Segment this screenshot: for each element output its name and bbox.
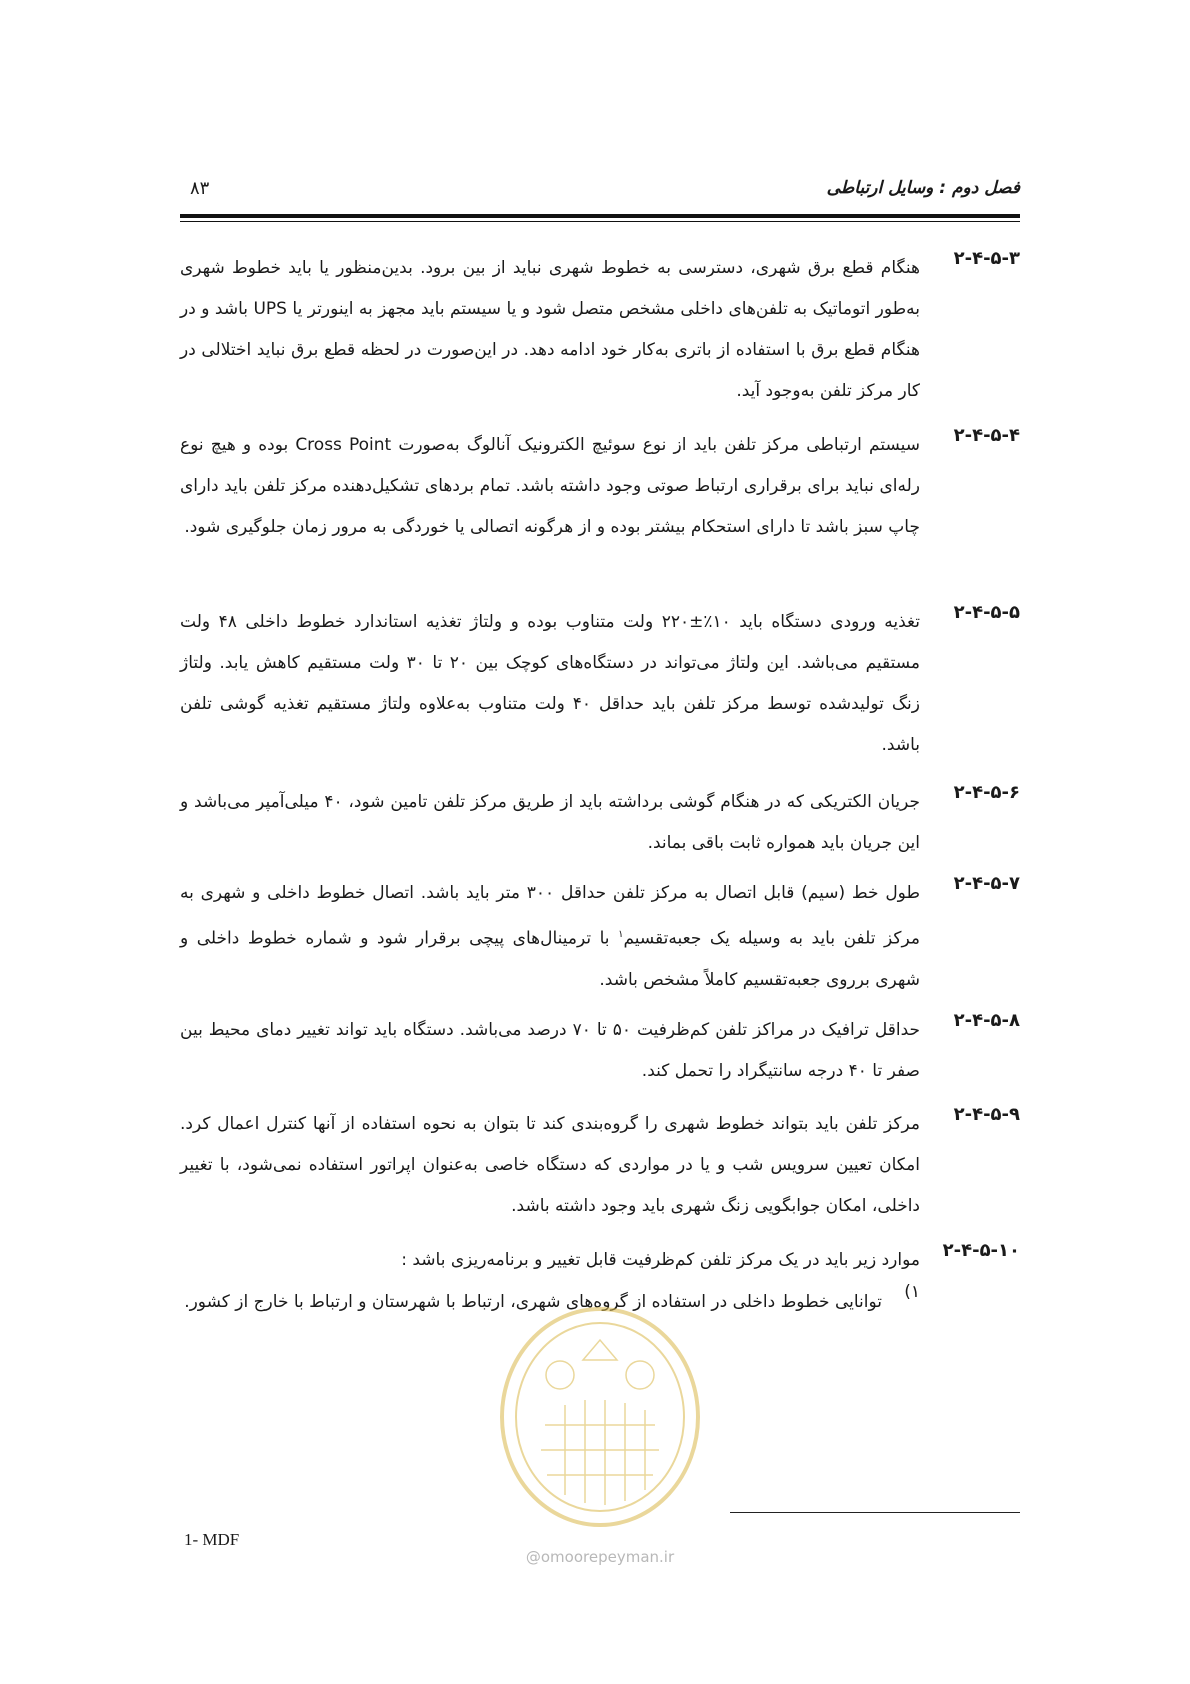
section-text: جریان الکتریکی که در هنگام گوشی برداشته باید از طریق مرکز تلفن تامین شود، ۴۰ میلی‌آمپر می‌باشد و این جریان باید همواره ثابت باقی بماند. xyxy=(180,792,920,853)
list-item-text: توانایی خطوط داخلی در استفاده از گروه‌های شهری، ارتباط با شهرستان و ارتباط با خارج از کشور. xyxy=(184,1292,882,1312)
footnote-rule xyxy=(730,1512,1020,1513)
header-rule-thin xyxy=(180,221,1020,222)
section-text: سیستم ارتباطی مرکز تلفن باید از نوع سوئیچ الکترونیک آنالوگ به‌صورت Cross Point بوده و هیچ نوع رله‌ای نباید برای برقراری ارتباط صوتی وجود داشته باشد. تمام بردهای تشکیل‌دهنده مرکز تلفن باید دارای چاپ سبز باشد تا دارای استحکام بیشتر بوده و از هرگونه اتصالی یا خوردگی به مرور زمان جلوگیری شود. xyxy=(180,435,920,537)
chapter-title: فصل دوم : وسایل ارتباطی xyxy=(826,178,1020,198)
page-header xyxy=(180,178,1020,208)
section-text: موارد زیر باید در یک مرکز تلفن کم‌ظرفیت قابل تغییر و برنامه‌ریزی باشد : xyxy=(401,1250,920,1270)
section-2-4-5-7 xyxy=(180,873,1020,1001)
section-number: ۲-۴-۵-۴ xyxy=(953,425,1020,446)
section-text xyxy=(180,873,920,1001)
section-number: ۲-۴-۵-۶ xyxy=(953,782,1020,803)
footnote-reference: ۱ xyxy=(618,929,624,940)
page-number: ۸۳ xyxy=(190,178,210,199)
section-number: ۲-۴-۵-۸ xyxy=(953,1010,1020,1031)
section-number: ۲-۴-۵-۵ xyxy=(953,602,1020,623)
footnote: 1- MDF xyxy=(184,1530,240,1549)
section-2-4-5-4 xyxy=(180,425,1020,548)
section-2-4-5-8 xyxy=(180,1010,1020,1092)
section-text: مرکز تلفن باید بتواند خطوط شهری را گروه‌بندی کند تا بتوان به نحوه استفاده از آنها کنترل اعمال کرد. امکان تعیین سرویس شب و یا در مواردی که دستگاه خاصی به‌عنوان اپراتور استفاده نمی‌شود، با تغییر داخلی، امکان جوابگویی زنگ شهری باید وجود داشته باشد. xyxy=(180,1114,920,1216)
section-text-part: با ترمینال‌های پیچی برقرار شود و شماره خطوط داخلی و شهری برروی جعبه‌تقسیم کاملاً مشخص باشد. xyxy=(180,928,920,990)
section-text-part: طول خط (سیم) قابل اتصال به مرکز تلفن حداقل ۳۰۰ متر باید باشد. اتصال خطوط داخلی و شهری به مرکز تلفن باید به وسیله یک جعبه‌تقسیم xyxy=(180,883,920,949)
section-text: هنگام قطع برق شهری، دسترسی به خطوط شهری نباید از بین برود. بدین‌منظور یا باید خطوط شهری به‌طور اتوماتیک به تلفن‌های داخلی مشخص متصل شود و یا سیستم باید مجهز به اینورتر یا UPS باشد و در هنگام قطع برق با استفاده از باتری به‌کار خود ادامه دهد. در این‌صورت در لحظه قطع برق نباید اختلالی در کار مرکز تلفن به‌وجود آید. xyxy=(180,258,921,401)
section-number: ۲-۴-۵-۱۰ xyxy=(942,1240,1020,1261)
section-number: ۲-۴-۵-۳ xyxy=(953,248,1020,269)
section-2-4-5-10 xyxy=(180,1240,1020,1281)
section-number: ۲-۴-۵-۹ xyxy=(953,1104,1020,1125)
section-text: حداقل ترافیک در مراکز تلفن کم‌ظرفیت ۵۰ تا ۷۰ درصد می‌باشد. دستگاه باید تواند تغییر دمای محیط بین صفر تا ۴۰ درجه سانتیگراد را تحمل کند. xyxy=(180,1020,921,1081)
section-2-4-5-6 xyxy=(180,782,1020,864)
watermark-text: @omoorepeyman.ir xyxy=(525,1548,675,1566)
omoorepeyman-seal-icon xyxy=(495,1305,705,1535)
section-number: ۲-۴-۵-۷ xyxy=(953,873,1020,894)
list-item-marker: ۱) xyxy=(904,1282,920,1302)
section-2-4-5-9 xyxy=(180,1104,1020,1227)
section-text: تغذیه ورودی دستگاه باید ۱۰٪±۲۲۰ ولت متناوب بوده و ولتاژ تغذیه استاندارد خطوط داخلی ۴۸ ولت مستقیم می‌باشد. این ولتاژ می‌تواند در دستگاه‌های کوچک بین ۲۰ تا ۳۰ ولت مستقیم کاهش یابد. ولتاژ زنگ تولیدشده توسط مرکز تلفن باید حداقل ۴۰ ولت متناوب به‌علاوه ولتاژ مستقیم تغذیه گوشی تلفن باشد. xyxy=(180,612,921,755)
section-2-4-5-5 xyxy=(180,602,1020,766)
section-2-4-5-3 xyxy=(180,248,1020,412)
header-rule-thick xyxy=(180,214,1020,218)
